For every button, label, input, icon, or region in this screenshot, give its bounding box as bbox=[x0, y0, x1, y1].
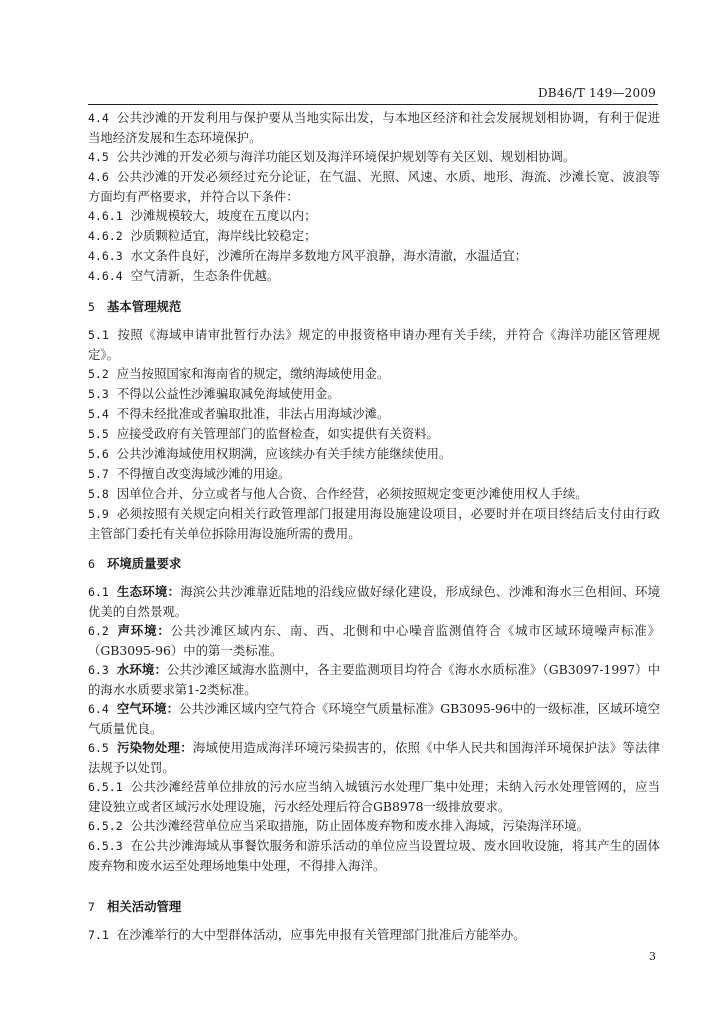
clause-5-5: 5.5 应接受政府有关管理部门的监督检查，如实提供有关资料。 bbox=[88, 426, 439, 441]
section-6-heading: 6 环境质量要求 bbox=[88, 556, 182, 571]
clause-6-2: 6.2 声环境：公共沙滩区域内东、南、西、北侧和中心噪音监测值符合《城市区域环境噪声标准》（GB3095-96）中的第一类标准。 bbox=[88, 623, 661, 658]
clause-5-8: 5.8 因单位合并、分立或者与他人合资、合作经营，必须按照规定变更沙滩使用权人手续。 bbox=[88, 486, 588, 501]
clause-5-3: 5.3 不得以公益性沙滩骗取减免海域使用金。 bbox=[88, 386, 340, 401]
clause-5-2: 5.2 应当按照国家和海南省的规定，缴纳海域使用金。 bbox=[88, 366, 390, 381]
clause-5-6: 5.6 公共沙滩海域使用权期满，应该续办有关手续方能继续使用。 bbox=[88, 446, 452, 461]
standard-code: DB46/T 149—2009 bbox=[537, 86, 656, 100]
clause-4-6-4: 4.6.4 空气清新，生态条件优越。 bbox=[88, 268, 280, 283]
section-5-heading: 5 基本管理规范 bbox=[88, 299, 182, 314]
document-body bbox=[88, 108, 660, 945]
clause-4-6-1: 4.6.1 沙滩规模较大，坡度在五度以内； bbox=[88, 208, 317, 223]
clause-6-5: 6.5 污染物处理：海域使用造成海洋环境污染损害的，依照《中华人民共和国海洋环境保护法》等法律法规予以处罚。 bbox=[88, 740, 661, 775]
clause-4-6: 4.6 公共沙滩的开发必须经过充分论证，在气温、光照、风速、水质、地形、海流、沙滩长宽、波浪等方面均有严格要求，并符合以下条件： bbox=[88, 169, 660, 204]
clause-4-6-2: 4.6.2 沙质颗粒适宜，海岸线比较稳定； bbox=[88, 228, 317, 243]
page-number: 3 bbox=[649, 950, 656, 963]
clause-4-4: 4.4 公共沙滩的开发利用与保护要从当地实际出发，与本地区经济和社会发展规划相协调，有利于促进当地经济发展和生态环境保护。 bbox=[88, 110, 660, 145]
clause-6-3: 6.3 水环境：公共沙滩区域海水监测中，各主要监测项目均符合《海水水质标准》（GB3097-1997）中的海水水质要求第1-2类标准。 bbox=[88, 662, 660, 697]
section-7-heading: 7 相关活动管理 bbox=[88, 899, 182, 914]
clause-6-1: 6.1 生态环境：海滨公共沙滩靠近陆地的沿线应做好绿化建设，形成绿色、沙滩和海水三色相间、环境优美的自然景观。 bbox=[88, 584, 661, 619]
clause-6-4: 6.4 空气环境：公共沙滩区域内空气符合《环境空气质量标准》GB3095-96中的一级标准，区域环境空气质量优良。 bbox=[88, 701, 660, 736]
clause-6-5-3: 6.5.3 在公共沙滩海域从事餐饮服务和游乐活动的单位应当设置垃圾、废水回收设施，将其产生的固体废弃物和废水运至处理场地集中处理，不得排入海洋。 bbox=[88, 838, 660, 873]
clause-5-4: 5.4 不得未经批准或者骗取批准，非法占用海域沙滩。 bbox=[88, 406, 390, 421]
clause-6-5-2: 6.5.2 公共沙滩经营单位应当采取措施，防止固体废弃物和废水排入海域，污染海洋环境。 bbox=[88, 818, 590, 833]
header-divider bbox=[88, 104, 658, 105]
clause-5-1: 5.1 按照《海域申请审批暂行办法》规定的申报资格申请办理有关手续，并符合《海洋功能区管理规定》。 bbox=[88, 327, 660, 362]
clause-4-5: 4.5 公共沙滩的开发必须与海洋功能区划及海洋环境保护规划等有关区划、规划相协调。 bbox=[88, 149, 576, 164]
clause-5-9: 5.9 必须按照有关规定向相关行政管理部门报建用海设施建设项目，必要时并在项目终结后支付由行政主管部门委托有关单位拆除用海设施所需的费用。 bbox=[88, 506, 660, 541]
clause-5-7: 5.7 不得擅自改变海域沙滩的用途。 bbox=[88, 466, 291, 481]
clause-4-6-3: 4.6.3 水文条件良好，沙滩所在海岸多数地方风平浪静，海水清澈，水温适宜； bbox=[88, 248, 528, 263]
clause-7-1: 7.1 在沙滩举行的大中型群体活动，应事先申报有关管理部门批准后方能举办。 bbox=[88, 927, 526, 942]
clause-6-5-1: 6.5.1 公共沙滩经营单位排放的污水应当纳入城镇污水处理厂集中处理；未纳入污水处理管网的，应当建设独立或者区域污水处理设施，污水经处理后符合GB8978一级排放要求。 bbox=[88, 779, 660, 814]
